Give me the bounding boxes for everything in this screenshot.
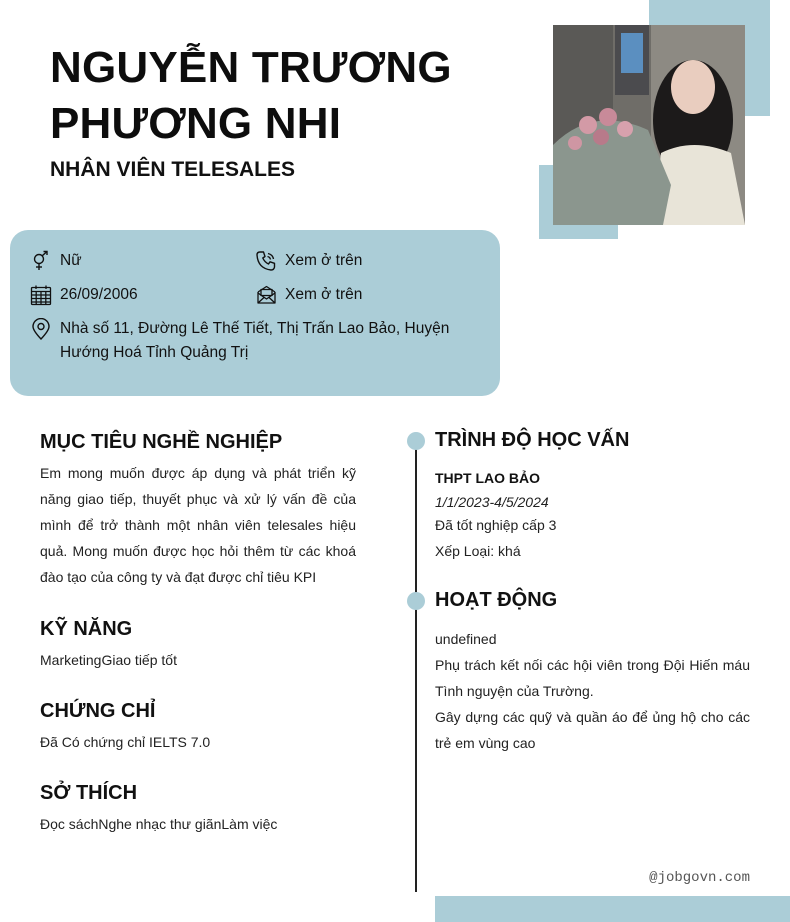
watermark: @jobgovn.com — [649, 870, 750, 886]
info-address — [30, 317, 470, 365]
email-value: Xem ở trên — [285, 286, 363, 303]
certificates-title: CHỨNG CHỈ — [40, 700, 156, 722]
education-title: TRÌNH ĐỘ HỌC VẤN — [435, 429, 630, 451]
activities-line0: undefined — [435, 631, 497, 647]
activities-section — [435, 589, 750, 756]
activities-title: HOẠT ĐỘNG — [435, 589, 558, 611]
info-phone — [255, 249, 362, 273]
gender-value: Nữ — [60, 252, 82, 269]
timeline-dot-education — [407, 432, 425, 450]
timeline-dot-activities — [407, 592, 425, 610]
activities-line2: Gây dựng các quỹ và quần áo để ủng hộ cho các trẻ em vùng cao — [435, 709, 750, 751]
education-school: THPT LAO BẢO — [435, 470, 540, 486]
phone-icon — [255, 250, 277, 272]
objective-title: MỤC TIÊU NGHỀ NGHIỆP — [40, 431, 283, 453]
phone-value: Xem ở trên — [285, 252, 363, 269]
gender-icon — [30, 250, 52, 272]
education-date: 1/1/2023-4/5/2024 — [435, 494, 549, 510]
timeline-line — [415, 440, 417, 892]
education-line1: Đã tốt nghiệp cấp 3 — [435, 517, 557, 533]
education-section — [435, 429, 750, 564]
calendar-icon — [30, 284, 52, 306]
mail-icon — [255, 284, 277, 306]
hobbies-text: Đọc sáchNghe nhạc thư giãnLàm việc — [40, 816, 278, 832]
address-value: Nhà số 11, Đường Lê Thế Tiết, Thị Trấn Lao Bảo, Huyện Hướng Hoá Tỉnh Quảng Trị — [60, 320, 450, 361]
hobbies-title: SỞ THÍCH — [40, 782, 138, 804]
education-line2: Xếp Loại: khá — [435, 543, 521, 559]
candidate-name-line2: PHƯƠNG NHI — [50, 99, 342, 148]
skills-text: MarketingGiao tiếp tốt — [40, 652, 177, 668]
certificates-text: Đã Có chứng chỉ IELTS 7.0 — [40, 734, 211, 750]
job-title: NHÂN VIÊN TELESALES — [50, 158, 296, 181]
contact-info-panel — [10, 230, 500, 396]
candidate-name-line1: NGUYỄN TRƯƠNG — [50, 43, 452, 92]
birthday-value: 26/09/2006 — [60, 286, 138, 303]
candidate-name — [50, 40, 520, 152]
objective-text: Em mong muốn được áp dụng và phát triển kỹ năng giao tiếp, thuyết phục và xử lý vấn đề của mình để trở thành một nhân viên telesales hiệu quả. Mong muốn được học hỏi thêm từ các khoá đào tạo của công ty và đạt được chỉ tiêu KPI — [40, 465, 356, 585]
location-pin-icon — [30, 318, 52, 340]
info-birthday — [30, 283, 138, 307]
activities-line1: Phụ trách kết nối các hội viên trong Đội Hiến máu Tình nguyện của Trường. — [435, 657, 750, 699]
left-column — [40, 425, 356, 837]
skills-title: KỸ NĂNG — [40, 618, 133, 640]
info-email — [255, 283, 362, 307]
decor-block-bottom — [435, 896, 790, 922]
profile-photo — [553, 25, 745, 225]
info-gender — [30, 249, 82, 273]
